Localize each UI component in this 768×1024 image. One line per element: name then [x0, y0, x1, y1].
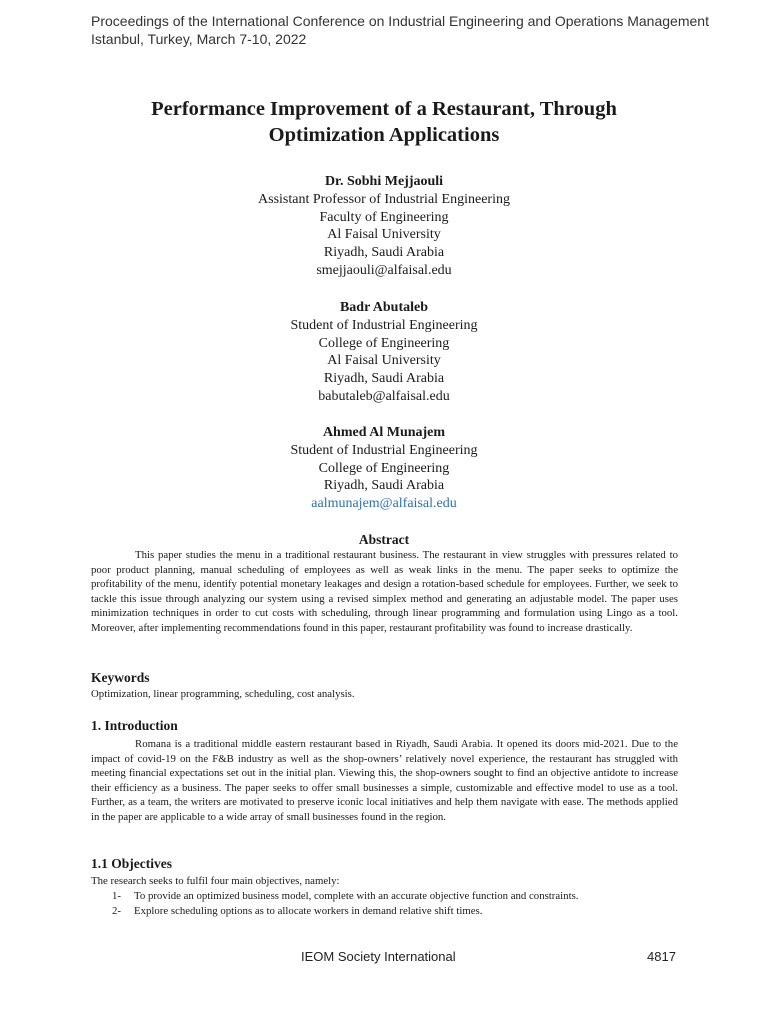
author-block-3: [0, 424, 768, 513]
introduction-text: Romana is a traditional middle eastern restaurant based in Riyadh, Saudi Arabia. It opened its doors mid-2021. Due to the impact of covid-19 on the F&B industry as well as the shop-owners’ relatively novel experience, the restaurant has struggled with meeting financial expectations set out in the initial plan. Viewing this, the shop-owners sought to find an objective antidote to increase their efficiency as a business. The paper seeks to offer small businesses a simple, customizable and effective model to use as a tool. Further, as a team, the writers are motivated to preserve iconic local initiatives and help them navigate with ease. The methods applied in the paper are applicable to a wide array of small businesses found in the region.: [91, 738, 678, 823]
author-affiliation-line: Assistant Professor of Industrial Engineering: [258, 191, 510, 207]
keywords-text: Optimization, linear programming, scheduling, cost analysis.: [91, 688, 355, 700]
header-line-2: Istanbul, Turkey, March 7-10, 2022: [91, 31, 307, 47]
objective-item-1: [112, 889, 678, 903]
list-text: To provide an optimized business model, complete with an accurate objective function and constraints.: [134, 890, 579, 902]
author-email: babutaleb@alfaisal.edu: [318, 388, 450, 404]
list-number: 1-: [112, 890, 121, 902]
author-affiliation-line: College of Engineering: [318, 335, 450, 351]
keywords-heading: Keywords: [91, 670, 150, 685]
author-name: Badr Abutaleb: [339, 300, 429, 315]
author-affiliation-line: Al Faisal University: [327, 227, 441, 243]
list-text: Explore scheduling options as to allocate workers in demand relative shift times.: [134, 905, 483, 917]
conference-header: [91, 12, 709, 48]
author-block-2: [0, 299, 768, 406]
author-affiliation-line: Riyadh, Saudi Arabia: [323, 371, 445, 387]
objectives-heading: 1.1 Objectives: [91, 856, 172, 871]
title-line-2: Optimization Applications: [268, 124, 500, 146]
author-affiliation-line: Riyadh, Saudi Arabia: [323, 245, 445, 261]
author-affiliation-line: Student of Industrial Engineering: [290, 442, 478, 458]
abstract-heading: Abstract: [358, 532, 410, 547]
author-name: Dr. Sobhi Mejjaouli: [324, 174, 444, 189]
objectives-intro: The research seeks to fulfil four main objectives, namely:: [91, 875, 340, 887]
header-line-1: Proceedings of the International Conference on Industrial Engineering and Operations Management: [91, 13, 709, 29]
author-block-1: [0, 173, 768, 280]
author-email: smejjaouli@alfaisal.edu: [316, 262, 452, 278]
author-affiliation-line: Riyadh, Saudi Arabia: [323, 478, 445, 494]
footer-page-number: 4817: [647, 949, 676, 964]
title-line-1: Performance Improvement of a Restaurant, Through: [151, 98, 617, 120]
author-affiliation-line: Al Faisal University: [327, 353, 441, 369]
footer-society: IEOM Society International: [301, 949, 456, 964]
abstract-text: This paper studies the menu in a traditional restaurant business. The restaurant in view struggles with pressures related to poor product planning, manual scheduling of employees as well as weak links in the menu. The paper seeks to optimize the profitability of the menu, identify potential monetary leakages and design a rotation-based schedule for employees. Further, we seek to tackle this issue through analyzing our system using a revised simplex method and generating an adjustable model. The paper uses minimization techniques in order to cut costs with scheduling, through linear programming and formulation using Lingo as a tool. Moreover, after implementing recommendations found in this paper, restaurant profitability was found to increase drastically.: [91, 549, 678, 634]
author-affiliation-line: Student of Industrial Engineering: [290, 317, 478, 333]
author-name: Ahmed Al Munajem: [322, 425, 446, 440]
author-email-link[interactable]: aalmunajem@alfaisal.edu: [311, 496, 457, 512]
list-number: 2-: [112, 905, 121, 917]
author-affiliation-line: Faculty of Engineering: [319, 209, 449, 225]
objective-item-2: [112, 904, 678, 918]
introduction-heading: 1. Introduction: [91, 718, 178, 733]
paper-title: [60, 96, 708, 148]
author-affiliation-line: College of Engineering: [318, 460, 450, 476]
